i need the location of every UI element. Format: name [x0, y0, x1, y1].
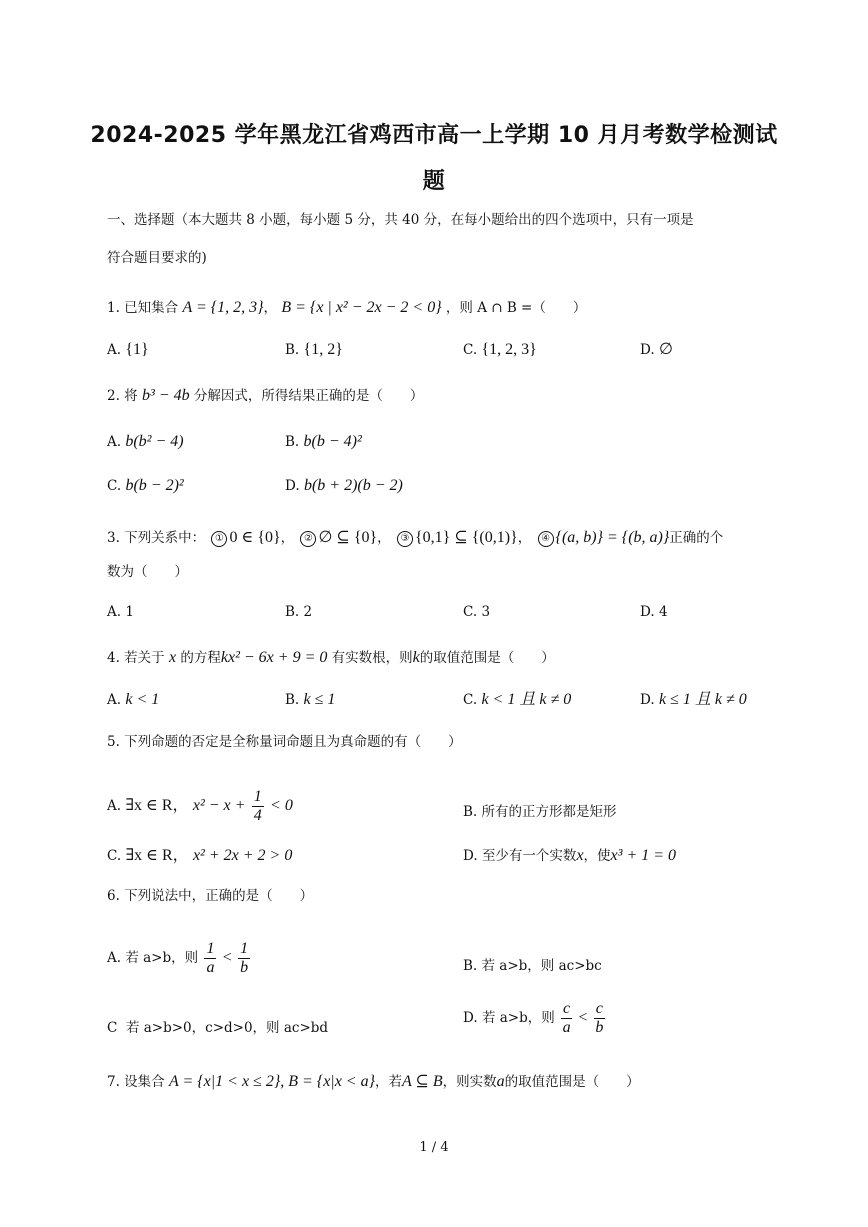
q1-set-a: A = {1, 2, 3}: [182, 299, 264, 316]
fraction-numerator: 1: [206, 940, 215, 957]
q4-lead: 4. 若关于: [107, 650, 165, 666]
fraction-1-over-b: [238, 940, 250, 977]
question-6: 6. 下列说法中，正确的是（ ）: [107, 888, 314, 904]
q4-variable-k: k: [412, 649, 420, 666]
q6-a-text: 若 a>b，则: [125, 950, 199, 966]
q4-option-b: [285, 690, 335, 710]
title-line-2: 题: [422, 169, 446, 194]
option-label: D.: [640, 342, 655, 358]
option-value: ∅: [658, 341, 673, 358]
q6-d-text: 若 a>b，则: [481, 1010, 555, 1026]
option-label: B.: [463, 804, 478, 820]
fraction-denominator: b: [595, 1019, 604, 1036]
q6-option-a: [107, 940, 252, 977]
question-2: [107, 386, 423, 406]
q3-relation-2: ∅ ⊆ {0}: [318, 529, 378, 546]
option-value: k < 1 且 k ≠ 0: [481, 691, 572, 708]
q4-option-d: [640, 690, 747, 710]
title-line-1: 2024-2025 学年黑龙江省鸡西市高一上学期 10 月月考数学检测试: [90, 123, 778, 148]
fraction-numerator: 1: [240, 940, 249, 957]
option-label: A.: [107, 604, 122, 620]
fraction-numerator: c: [563, 1000, 571, 1017]
question-3: 3. 下列关系中： ① 0 ∈ {0}， ② ∅ ⊆ {0}， ③ {0,1} ⊆ {(0,1)}， ④ {(a, b)} = {(b, a)}正确的个: [107, 529, 724, 546]
option-value: k ≤ 1 且 k ≠ 0: [658, 691, 747, 708]
q1-lead: 1. 已知集合: [107, 300, 179, 316]
q3-relation-1: 0 ∈ {0}: [229, 529, 281, 546]
option-label: B.: [285, 342, 300, 358]
q7-text-2: ，则实数: [442, 1074, 497, 1090]
q4-option-a: [107, 690, 159, 710]
question-4: [107, 648, 555, 668]
q4-text-2: 有实数根，则: [331, 650, 413, 666]
fraction-denominator: a: [206, 959, 215, 976]
q2-option-a: [107, 432, 184, 452]
fraction: [252, 788, 264, 825]
q5-option-d: [463, 846, 676, 866]
q7-ask: 的取值范围是（ ）: [504, 1074, 640, 1090]
option-value: b(b + 2)(b − 2): [303, 477, 403, 494]
circled-number-3: ③: [397, 531, 413, 547]
circled-number-1: ①: [211, 531, 227, 547]
less-than: <: [222, 949, 232, 966]
option-value: k < 1: [125, 691, 160, 708]
fraction-denominator: b: [240, 959, 249, 976]
section-heading: 一、选择题（本大题共 8 小题，每小题 5 分，共 40 分，在每小题给出的四个选项中，只有一项是: [107, 212, 694, 228]
q2-expression: b³ − 4b: [141, 387, 190, 404]
fraction-1-over-a: [204, 940, 216, 977]
option-value: {1, 2}: [303, 341, 343, 358]
fraction-denominator: a: [562, 1019, 571, 1036]
q3-option-b: [285, 602, 312, 622]
fraction-c-over-a: [561, 1000, 572, 1037]
q5-c-quantifier: ∃x ∈ R，: [125, 847, 189, 864]
fraction-c-over-b: [594, 1000, 605, 1037]
option-value: k ≤ 1: [303, 691, 336, 708]
q7-text: ，若: [375, 1074, 402, 1090]
option-label: B.: [285, 434, 300, 450]
option-value: 若 a>b>0，c>d>0，则 ac>bd: [125, 1020, 329, 1036]
option-value: 所有的正方形都是矩形: [481, 804, 617, 820]
q4-ask: 的取值范围是（ ）: [419, 650, 555, 666]
less-than: <: [578, 1009, 588, 1026]
q5-d-text: 至少有一个实数: [481, 848, 577, 864]
circled-number-4: ④: [538, 531, 554, 547]
option-label: B.: [285, 692, 300, 708]
option-label: B.: [463, 958, 478, 974]
option-label: D.: [463, 848, 478, 864]
q3-option-a: [107, 602, 134, 622]
option-label: C.: [107, 848, 122, 864]
q1-option-c: [463, 340, 537, 360]
q4-variable-x: x: [168, 649, 177, 666]
option-value: 1: [125, 604, 134, 620]
q6-option-c: [107, 1018, 328, 1038]
q5-option-b: [463, 802, 617, 822]
q5-d-variable: x: [576, 847, 584, 864]
q5-a-quantifier: ∃x ∈ R，: [125, 797, 189, 814]
q5-option-c: [107, 846, 292, 866]
option-value: 若 a>b，则 ac>bc: [481, 958, 602, 974]
option-label: A.: [107, 692, 122, 708]
q2-lead: 2. 将: [107, 388, 138, 404]
option-label: D.: [640, 692, 655, 708]
option-value: {1, 2, 3}: [481, 341, 537, 358]
question-5: 5. 下列命题的否定是全称量词命题且为真命题的有（ ）: [107, 734, 462, 750]
option-label: A.: [107, 798, 122, 814]
q5-d-text-2: ，使: [583, 848, 611, 864]
section-heading-cont: 符合题目要求的): [107, 250, 207, 266]
q5-a-expression-end: < 0: [270, 797, 293, 814]
q3-relation-3: {0,1} ⊆ {(0,1)}: [414, 529, 518, 546]
q3-lead: 3. 下列关系中：: [107, 530, 206, 546]
q6-option-d: [463, 1000, 607, 1037]
option-value: b(b − 2)²: [125, 477, 184, 494]
q1-option-b: [285, 340, 343, 360]
circled-number-2: ②: [300, 531, 316, 547]
q1-ask: ，则 A ∩ B =（ ）: [445, 300, 587, 316]
option-value: b(b² − 4): [125, 433, 184, 450]
q1-option-a: [107, 340, 149, 360]
question-7: [107, 1072, 640, 1092]
option-value: 4: [658, 604, 668, 620]
q7-subset: A ⊆ B: [402, 1073, 443, 1090]
option-label: D.: [463, 1010, 478, 1026]
q7-sets: A = {x|1 < x ≤ 2}, B = {x|x < a}: [168, 1073, 375, 1090]
q2-option-c: [107, 476, 184, 496]
page-number: 1 / 4: [419, 1140, 449, 1155]
option-label: A.: [107, 342, 122, 358]
option-label: B.: [285, 604, 300, 620]
q5-d-expression: x³ + 1 = 0: [610, 847, 677, 864]
option-label: C.: [107, 478, 122, 494]
q1-set-b: B = {x | x² − 2x − 2 < 0}: [281, 299, 442, 316]
option-label: D.: [285, 478, 300, 494]
q1-option-d: [640, 340, 673, 360]
q7-variable-a: a: [496, 1073, 505, 1090]
option-label: C: [107, 1020, 118, 1036]
fraction-denominator: 4: [253, 807, 262, 824]
option-value: b(b − 4)²: [303, 433, 362, 450]
q6-option-b: [463, 956, 602, 976]
fraction-numerator: 1: [253, 788, 262, 805]
fraction-numerator: c: [595, 1000, 603, 1017]
question-1: [107, 298, 586, 318]
q3-relation-4: {(a, b)} = {(b, a)}: [555, 529, 670, 546]
q4-option-c: [463, 690, 571, 710]
option-value: 2: [303, 604, 313, 620]
q7-lead: 7. 设集合: [107, 1074, 165, 1090]
q3-option-d: [640, 602, 668, 622]
option-value: 3: [481, 604, 491, 620]
q2-option-d: [285, 476, 403, 496]
q5-a-expression: x² − x +: [192, 797, 246, 814]
q4-equation: kx² − 6x + 9 = 0: [220, 649, 328, 666]
q2-ask: 分解因式，所得结果正确的是（ ）: [193, 388, 424, 404]
q4-text: 的方程: [180, 650, 221, 666]
option-label: D.: [640, 604, 655, 620]
q3-tail: 正确的个: [669, 530, 724, 546]
q5-c-expression: x² + 2x + 2 > 0: [192, 847, 293, 864]
option-label: A.: [107, 434, 122, 450]
option-label: C.: [463, 692, 478, 708]
option-label: C.: [463, 604, 478, 620]
q2-option-b: [285, 432, 362, 452]
q3-option-c: [463, 602, 490, 622]
option-label: A.: [107, 950, 122, 966]
q1-comma: ，: [263, 300, 278, 316]
option-value: {1}: [125, 341, 149, 358]
q3-line-2: 数为（ ）: [107, 564, 188, 580]
q5-option-a: [107, 788, 293, 825]
option-label: C.: [463, 342, 478, 358]
